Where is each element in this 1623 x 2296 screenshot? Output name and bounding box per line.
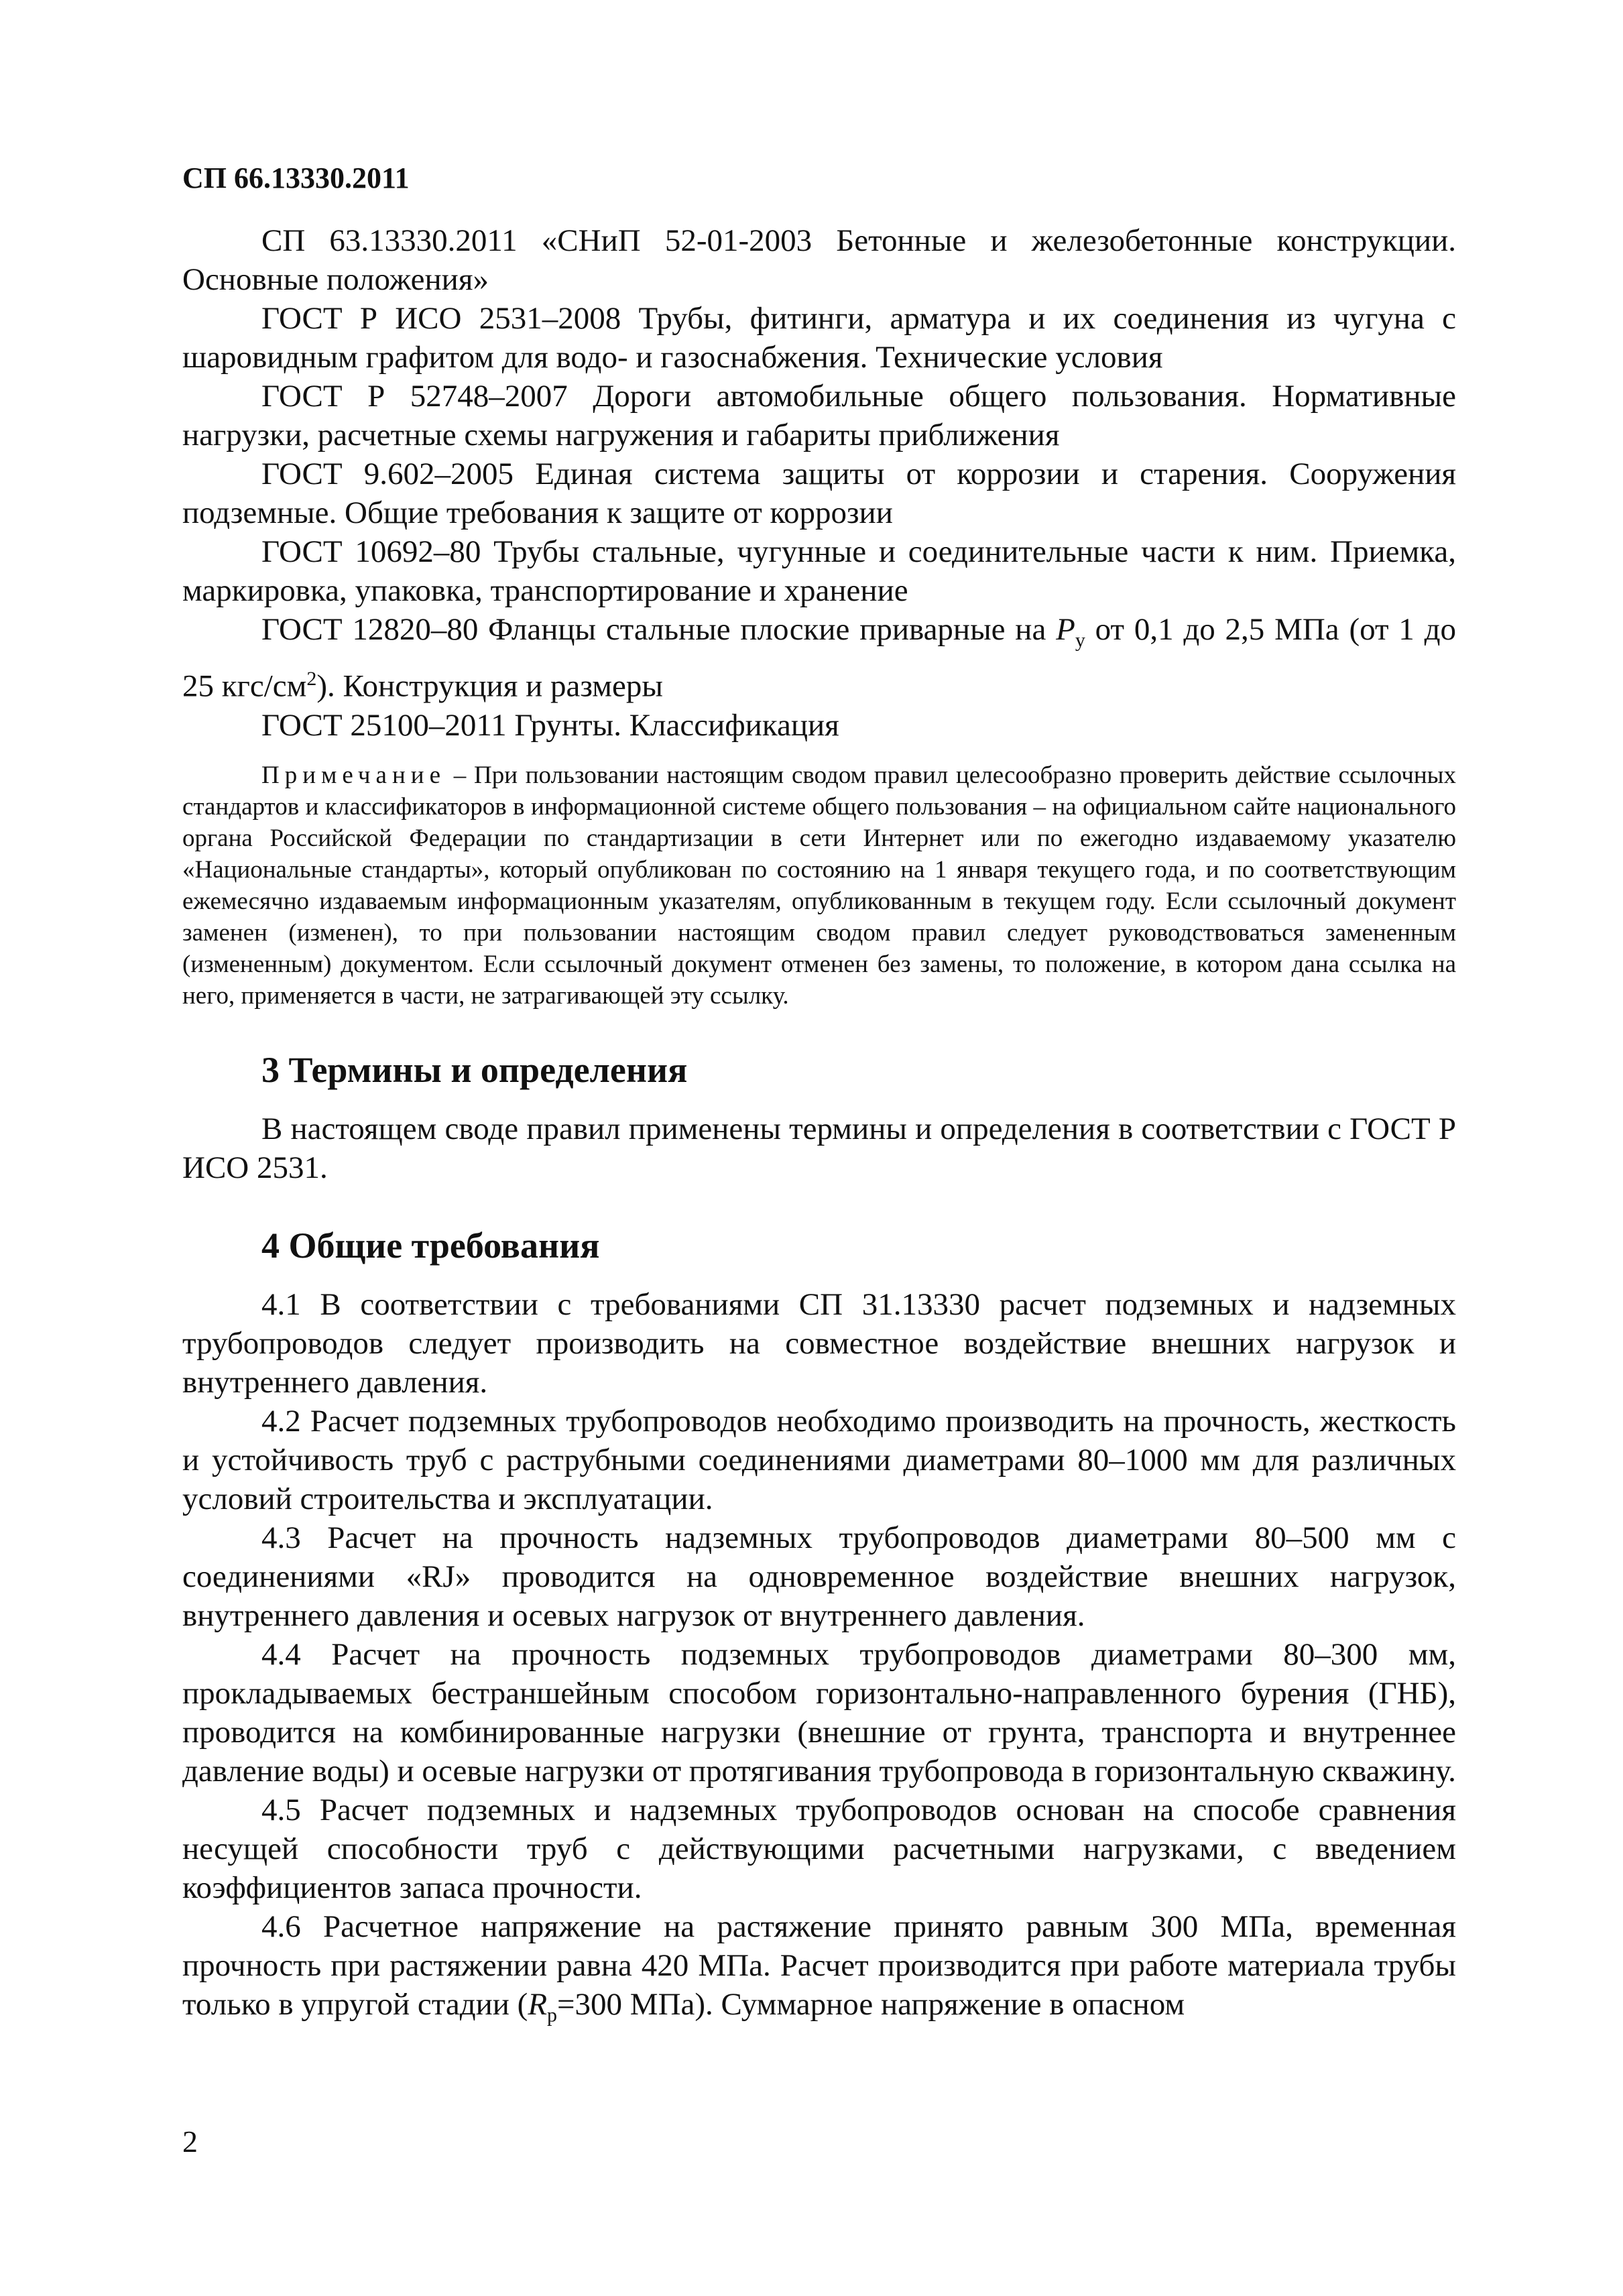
paragraph-4-2: 4.2 Расчет подземных трубопроводов необходимо производить на прочность, жесткость и устойчивость труб с раструбными соединениями диаметрами 80–1000 мм для различных условий строительства и эксплуатации.: [182, 1404, 1456, 1517]
ref-text: ). Конструкция и размеры: [316, 669, 663, 705]
pressure-symbol: P: [1056, 612, 1075, 647]
reference-item: ГОСТ Р 52748–2007 Дороги автомобильные общего пользования. Нормативные нагрузки, расчетные схемы нагружения и габариты приближения: [182, 379, 1456, 452]
stress-subscript: p: [547, 2004, 558, 2027]
para-text: 4.6 Расчетное напряжение на растяжение принято равным 300 МПа, временная прочность при растяжении равна 420 МПа. Расчет производится при работе материала трубы только в упругой стадии (: [182, 1909, 1456, 2022]
paragraph-4-5: 4.5 Расчет подземных и надземных трубопроводов основан на способе сравнения несущей способности труб с действующими расчетными нагрузками, с введением коэффициентов запаса прочности.: [182, 1793, 1456, 1906]
note-block: [182, 760, 1456, 1012]
document-code-header: СП 66.13330.2011: [182, 162, 410, 194]
reference-item: ГОСТ Р ИСО 2531–2008 Трубы, фитинги, арматура и их соединения из чугуна с шаровидным графитом для водо- и газоснабжения. Технические условия: [182, 301, 1456, 375]
ref-text: ГОСТ 12820–80 Фланцы стальные плоские приварные на: [261, 612, 1057, 647]
paragraph-4-1: 4.1 В соответствии с требованиями СП 31.13330 расчет подземных и надземных трубопроводов следует производить на совместное воздействие внешних нагрузок и внутреннего давления.: [182, 1287, 1456, 1400]
page-number: 2: [182, 2124, 198, 2159]
stress-symbol: R: [528, 1987, 548, 2022]
reference-item: ГОСТ 9.602–2005 Единая система защиты от коррозии и старения. Сооружения подземные. Общие требования к защите от коррозии: [182, 457, 1456, 530]
section-4-title: 4 Общие требования: [261, 1225, 600, 1266]
pressure-subscript: у: [1075, 629, 1085, 652]
paragraph-4-4: 4.4 Расчет на прочность подземных трубопроводов диаметрами 80–300 мм, прокладываемых бестраншейным способом горизонтально-направленного бурения (ГНБ), проводится на комбинированные нагрузки (внешние от грунта, транспорта и внутреннее давление воды) и осевые нагрузки от протягивания трубопровода в горизонтальную скважину.: [182, 1637, 1456, 1789]
note-label: Примечание: [261, 762, 446, 790]
section-3-title: 3 Термины и определения: [261, 1050, 688, 1091]
paragraph-4-3: 4.3 Расчет на прочность надземных трубопроводов диаметрами 80–500 мм с соединениями «RJ» проводится на одновременное воздействие внешних нагрузок, внутреннего давления и осевых нагрузок от внутреннего давления.: [182, 1520, 1456, 1634]
page-content: [182, 221, 1456, 2035]
ref-text: от 0,1 до 2,5 МПа (от 1 до 25 кгс/см: [182, 612, 1456, 705]
section-3-text: В настоящем своде правил применены термины и определения в соответствии с ГОСТ Р ИСО 2531.: [182, 1111, 1456, 1186]
reference-item: СП 63.13330.2011 «СНиП 52-01-2003 Бетонные и железобетонные конструкции. Основные положения»: [182, 223, 1456, 297]
note-text: – При пользовании настоящим сводом правил целесообразно проверить действие ссылочных стандартов и классификаторов в информационной системе общего пользования – на официальном сайте национального органа Российской Федерации по стандартизации в сети Интернет или по ежегодно издаваемому указателю «Национальные стандарты», который опубликован по состоянию на 1 января текущего года, и по соответствующим ежемесячно издаваемым информационным указателям, опубликованным в текущем году. Если ссылочный документ заменен (изменен), то при пользовании настоящим сводом правил следует руководствоваться замененным (измененным) документом. Если ссылочный документ отменен без замены, то положение, в котором дана ссылка на него, применяется в части, не затрагивающей эту ссылку.: [182, 762, 1456, 1010]
reference-item-flanges: [182, 610, 1456, 706]
para-text: =300 МПа). Суммарное напряжение в опасном: [557, 1987, 1185, 2022]
paragraph-4-6: [182, 1907, 1456, 2035]
unit-superscript: 2: [306, 668, 317, 690]
reference-item: ГОСТ 25100–2011 Грунты. Классификация: [261, 708, 839, 743]
reference-item: ГОСТ 10692–80 Трубы стальные, чугунные и соединительные части к ним. Приемка, маркировка, упаковка, транспортирование и хранение: [182, 534, 1456, 608]
